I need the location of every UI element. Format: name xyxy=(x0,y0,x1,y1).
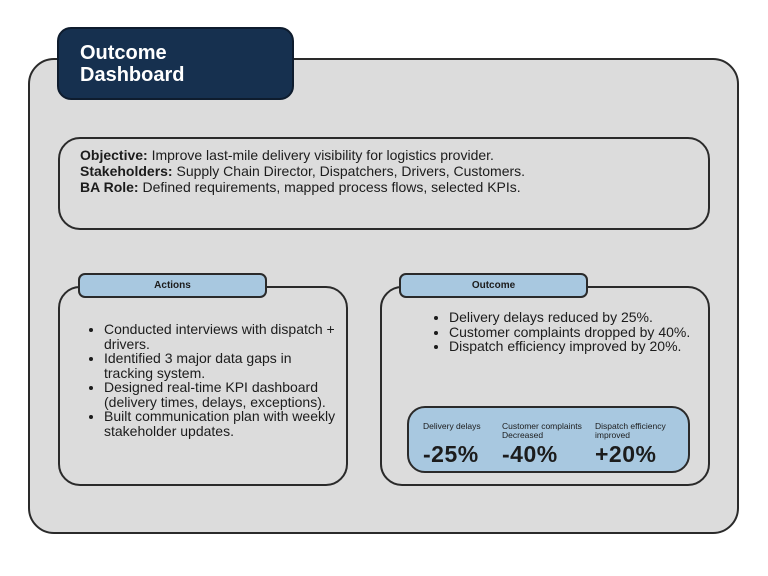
list-item: • Built communication plan with weekly stakeholder updates. xyxy=(104,409,344,438)
metric-label-line-2: Decreased xyxy=(502,430,544,440)
stakeholders-row xyxy=(80,163,708,179)
actions-heading: Actions xyxy=(78,273,267,298)
objective-row xyxy=(80,147,708,163)
metric-label xyxy=(595,422,666,440)
objective-text: Improve last-mile delivery visibility for logistics provider. xyxy=(147,147,494,163)
summary-box xyxy=(58,137,710,230)
ba-role-label: BA Role: xyxy=(80,179,139,195)
metrics-box xyxy=(407,406,690,473)
ba-role-text: Defined requirements, mapped process flows, selected KPIs. xyxy=(138,179,521,195)
objective-label: Objective: xyxy=(80,147,148,163)
list-item: • Delivery delays reduced by 25%. xyxy=(449,310,709,325)
metric-value: +20% xyxy=(595,441,657,467)
list-item: • Customer complaints dropped by 40%. xyxy=(449,325,709,340)
metric-label xyxy=(502,422,582,440)
metric-label-line-1: Dispatch efficiency xyxy=(595,421,666,431)
outcome-heading: Outcome xyxy=(399,273,588,298)
actions-list xyxy=(80,322,344,438)
stakeholders-text: Supply Chain Director, Dispatchers, Drivers, Customers. xyxy=(172,163,526,179)
metric-value: -40% xyxy=(502,441,558,467)
list-item: • Designed real-time KPI dashboard (delivery times, delays, exceptions). xyxy=(104,380,344,409)
page-title-line-1: Outcome xyxy=(80,42,167,64)
outcome-list xyxy=(425,310,709,354)
metric-label-line-1: Customer complaints xyxy=(502,421,582,431)
ba-role-row xyxy=(80,179,708,195)
list-item: • Identified 3 major data gaps in tracking system. xyxy=(104,351,344,380)
metric-label xyxy=(423,422,481,431)
metric-label-line-2: improved xyxy=(595,430,630,440)
title-tab xyxy=(57,27,294,100)
list-item: • Dispatch efficiency improved by 20%. xyxy=(449,339,709,354)
stakeholders-label: Stakeholders: xyxy=(80,163,173,179)
page-title-line-2: Dashboard xyxy=(80,64,185,86)
list-item: • Conducted interviews with dispatch + drivers. xyxy=(104,322,344,351)
metric-label-line-1: Delivery delays xyxy=(423,421,481,431)
metric-value: -25% xyxy=(423,441,479,467)
